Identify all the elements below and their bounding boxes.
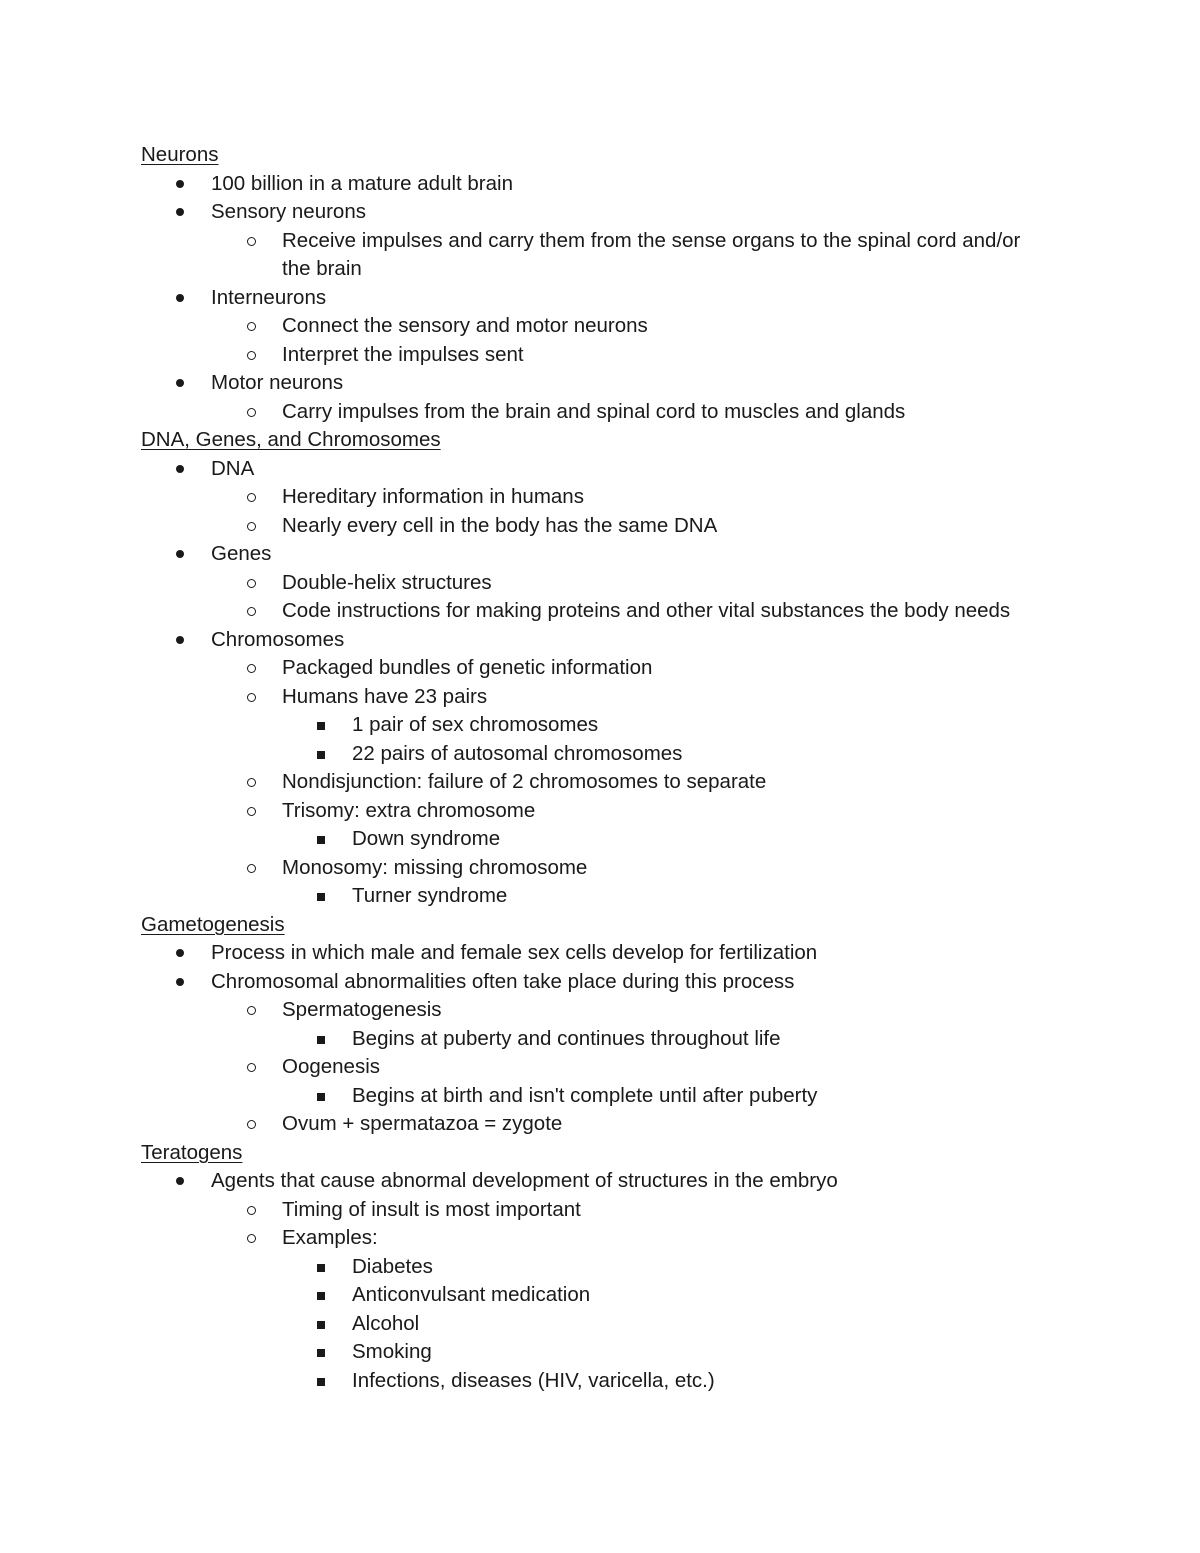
list-item: Begins at puberty and continues throughout life	[0, 1025, 1200, 1054]
hollow-circle-bullet-icon	[247, 1063, 256, 1072]
filled-circle-bullet-icon	[176, 379, 184, 387]
filled-circle-bullet-icon	[176, 1177, 184, 1185]
list-item: 1 pair of sex chromosomes	[0, 711, 1200, 740]
list-item: Begins at birth and isn't complete until after puberty	[0, 1082, 1200, 1111]
square-bullet-icon	[317, 1264, 325, 1272]
list-item: Alcohol	[0, 1310, 1200, 1339]
list-item: Chromosomes	[0, 626, 1200, 655]
list-item: Interpret the impulses sent	[0, 341, 1200, 370]
list-item: Interneurons	[0, 284, 1200, 313]
hollow-circle-bullet-icon	[247, 408, 256, 417]
square-bullet-icon	[317, 1378, 325, 1386]
document-page	[0, 141, 1200, 1395]
filled-circle-bullet-icon	[176, 550, 184, 558]
hollow-circle-bullet-icon	[247, 1234, 256, 1243]
hollow-circle-bullet-icon	[247, 607, 256, 616]
square-bullet-icon	[317, 722, 325, 730]
hollow-circle-bullet-icon	[247, 351, 256, 360]
square-bullet-icon	[317, 1093, 325, 1101]
filled-circle-bullet-icon	[176, 180, 184, 188]
hollow-circle-bullet-icon	[247, 493, 256, 502]
list-item: Infections, diseases (HIV, varicella, etc.)	[0, 1367, 1200, 1396]
square-bullet-icon	[317, 1349, 325, 1357]
hollow-circle-bullet-icon	[247, 1006, 256, 1015]
hollow-circle-bullet-icon	[247, 522, 256, 531]
filled-circle-bullet-icon	[176, 949, 184, 957]
list-item: Examples:	[0, 1224, 1200, 1253]
list-item: Carry impulses from the brain and spinal cord to muscles and glands	[0, 398, 1200, 427]
list-item: 22 pairs of autosomal chromosomes	[0, 740, 1200, 769]
list-item-continuation: the brain	[282, 257, 362, 280]
hollow-circle-bullet-icon	[247, 1206, 256, 1215]
section-heading-teratogens: Teratogens	[141, 1140, 243, 1164]
filled-circle-bullet-icon	[176, 208, 184, 216]
hollow-circle-bullet-icon	[247, 864, 256, 873]
list-item: Nondisjunction: failure of 2 chromosomes to separate	[0, 768, 1200, 797]
list-item: Process in which male and female sex cells develop for fertilization	[0, 939, 1200, 968]
list-item: Chromosomal abnormalities often take place during this process	[0, 968, 1200, 997]
list-item: Spermatogenesis	[0, 996, 1200, 1025]
list-item: Hereditary information in humans	[0, 483, 1200, 512]
list-item: Nearly every cell in the body has the same DNA	[0, 512, 1200, 541]
square-bullet-icon	[317, 893, 325, 901]
hollow-circle-bullet-icon	[247, 579, 256, 588]
hollow-circle-bullet-icon	[247, 664, 256, 673]
section-heading-dna: DNA, Genes, and Chromosomes	[141, 428, 441, 451]
filled-circle-bullet-icon	[176, 465, 184, 473]
hollow-circle-bullet-icon	[247, 778, 256, 787]
list-item: Monosomy: missing chromosome	[0, 854, 1200, 883]
square-bullet-icon	[317, 1292, 325, 1300]
square-bullet-icon	[317, 1036, 325, 1044]
list-item: DNA	[0, 455, 1200, 484]
square-bullet-icon	[317, 836, 325, 844]
hollow-circle-bullet-icon	[247, 237, 256, 246]
list-item: Code instructions for making proteins and other vital substances the body needs	[0, 597, 1200, 626]
section-heading-neurons: Neurons	[141, 143, 219, 166]
list-item: Diabetes	[0, 1253, 1200, 1282]
list-item: Sensory neurons	[0, 198, 1200, 227]
square-bullet-icon	[317, 751, 325, 759]
section-heading-gametogenesis: Gametogenesis	[141, 912, 285, 936]
filled-circle-bullet-icon	[176, 294, 184, 302]
list-item: Oogenesis	[0, 1053, 1200, 1082]
list-item: Smoking	[0, 1338, 1200, 1367]
filled-circle-bullet-icon	[176, 636, 184, 644]
list-item: Receive impulses and carry them from the sense organs to the spinal cord and/or	[0, 227, 1200, 256]
list-item: Double-helix structures	[0, 569, 1200, 598]
list-item: 100 billion in a mature adult brain	[0, 170, 1200, 199]
list-item: Turner syndrome	[0, 882, 1200, 911]
hollow-circle-bullet-icon	[247, 807, 256, 816]
hollow-circle-bullet-icon	[247, 322, 256, 331]
list-item: Ovum + spermatazoa = zygote	[0, 1110, 1200, 1139]
list-item: Packaged bundles of genetic information	[0, 654, 1200, 683]
list-item: Down syndrome	[0, 825, 1200, 854]
filled-circle-bullet-icon	[176, 978, 184, 986]
list-item: Trisomy: extra chromosome	[0, 797, 1200, 826]
list-item: Agents that cause abnormal development of structures in the embryo	[0, 1167, 1200, 1196]
list-item: Anticonvulsant medication	[0, 1281, 1200, 1310]
list-item: Connect the sensory and motor neurons	[0, 312, 1200, 341]
hollow-circle-bullet-icon	[247, 693, 256, 702]
hollow-circle-bullet-icon	[247, 1120, 256, 1129]
list-item: Humans have 23 pairs	[0, 683, 1200, 712]
square-bullet-icon	[317, 1321, 325, 1329]
list-item: Motor neurons	[0, 369, 1200, 398]
list-item: Timing of insult is most important	[0, 1196, 1200, 1225]
list-item: Genes	[0, 540, 1200, 569]
